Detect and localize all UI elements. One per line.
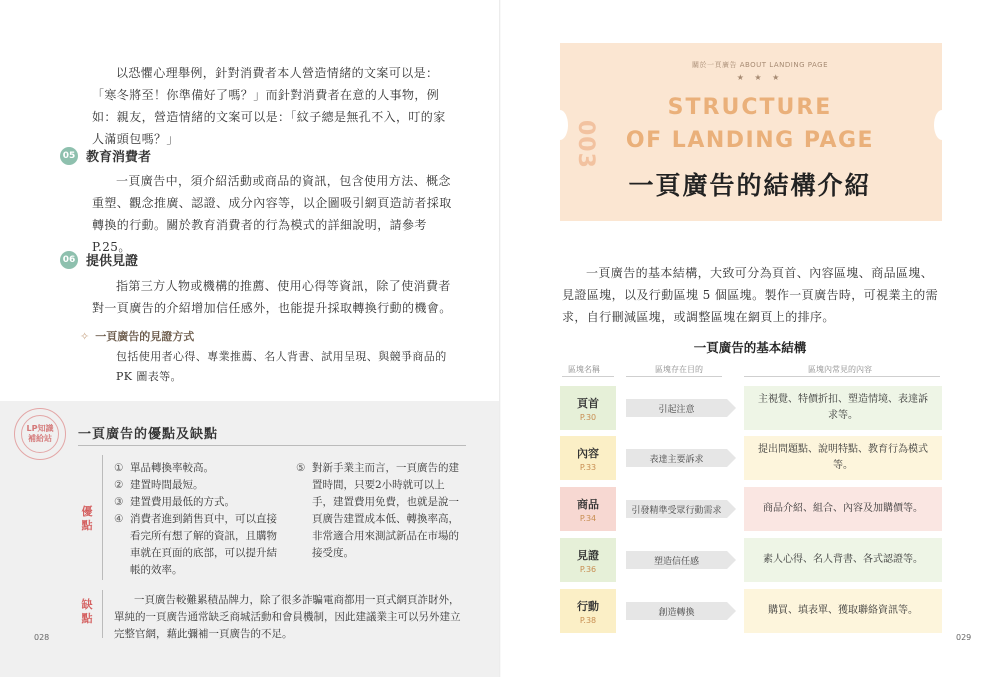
arrow-right-icon bbox=[727, 551, 736, 569]
testimonial-subheading bbox=[80, 328, 194, 344]
testimonial-methods-body: 包括使用者心得、專業推薦、名人背書、試用呈現、與競爭商品的 PK 圖表等。 bbox=[116, 350, 447, 383]
cons-label: 缺點 bbox=[81, 598, 93, 625]
arrow-right-icon bbox=[727, 602, 736, 620]
purpose-text: 創造轉換 bbox=[626, 602, 727, 620]
purpose-arrow bbox=[626, 399, 736, 417]
divider bbox=[744, 376, 940, 377]
divider bbox=[562, 376, 614, 377]
book-gutter bbox=[499, 0, 501, 677]
pros-item-text: 消費者進到銷售頁中，可以直接看完所有想了解的資訊，且購物車就在頁面的底部，可以提升結帳的效率。 bbox=[130, 513, 277, 576]
pros-item-number: ② bbox=[114, 479, 124, 491]
pros-item-number: ④ bbox=[114, 513, 124, 525]
stamp-inner bbox=[21, 415, 59, 453]
section-05-heading bbox=[60, 146, 151, 165]
structure-table-title: 一頁廣告的基本結構 bbox=[693, 340, 807, 355]
stamp-line-2: 補給站 bbox=[28, 434, 52, 443]
purpose-text: 表達主要訴求 bbox=[626, 449, 727, 467]
section-06-body: 指第三方人物或機構的推薦、使用心得等資訊，除了使消費者對一頁廣告的介紹增加信任感外，也能提升採取轉換行動的機會。 bbox=[92, 279, 452, 315]
table-row bbox=[560, 487, 942, 531]
zone-cell bbox=[560, 386, 616, 430]
content-cell: 主視覺、特價折扣、塑造情境、表達訴求等。 bbox=[744, 386, 942, 430]
ticket-notch bbox=[934, 110, 950, 140]
table-row bbox=[560, 538, 942, 582]
column-header: 區塊名稱 bbox=[568, 365, 600, 374]
ticket-stars: ★ ★ ★ bbox=[736, 73, 784, 82]
ticket-notch bbox=[552, 110, 568, 140]
page-number-right: 029 bbox=[956, 633, 972, 642]
pros-item bbox=[296, 460, 464, 562]
arrow-right-icon bbox=[727, 449, 736, 467]
purpose-text: 引發精準受眾行動需求 bbox=[626, 500, 727, 518]
ticket-english-title-2: OF LANDING PAGE bbox=[625, 128, 875, 153]
subheading-text: 一頁廣告的見證方式 bbox=[95, 330, 195, 343]
pros-item-number: ③ bbox=[114, 496, 124, 508]
pros-item bbox=[114, 477, 284, 494]
pros-item bbox=[114, 494, 284, 511]
zone-cell bbox=[560, 589, 616, 633]
content-cell: 購買、填表單、獲取聯絡資訊等。 bbox=[744, 589, 942, 633]
content-cell: 提出問題點、說明特點、教育行為模式等。 bbox=[744, 436, 942, 480]
zone-name: 頁首 bbox=[577, 396, 599, 410]
section-number-badge: 05 bbox=[60, 147, 78, 165]
table-row bbox=[560, 436, 942, 480]
stamp-line-1: LP知識 bbox=[26, 424, 54, 433]
section-number-badge: 06 bbox=[60, 251, 78, 269]
ticket-number: 003 bbox=[573, 120, 598, 169]
zone-cell bbox=[560, 538, 616, 582]
section-title: 教育消費者 bbox=[86, 150, 152, 165]
ticket-english-title-1: STRUCTURE bbox=[667, 95, 833, 120]
pros-item-text: 對新手業主而言，一頁廣告的建置時間，只要2小時就可以上手，建置費用免費，也就是說一頁廣告建置成本低、轉換率高，非常適合用來測試新品在市場的接受度。 bbox=[312, 462, 459, 559]
zone-name: 內容 bbox=[577, 446, 599, 460]
zone-page-ref: P.30 bbox=[579, 412, 597, 422]
divider bbox=[102, 590, 103, 638]
divider bbox=[78, 445, 466, 446]
purpose-arrow bbox=[626, 551, 736, 569]
pros-item-text: 單品轉換率較高。 bbox=[130, 462, 214, 474]
purpose-arrow bbox=[626, 449, 736, 467]
pros-item-text: 建置費用最低的方式。 bbox=[130, 496, 235, 508]
structure-intro-paragraph: 一頁廣告的基本結構，大致可分為頁首、內容區塊、商品區塊、見證區塊，以及行動區塊 5 個區塊。製作一頁廣告時，可視業主的需求，自行刪減區塊，或調整區塊在網頁上的排序。 bbox=[562, 266, 939, 324]
zone-page-ref: P.34 bbox=[579, 513, 597, 523]
purpose-text: 塑造信任感 bbox=[626, 551, 727, 569]
purpose-text: 引起注意 bbox=[626, 399, 727, 417]
zone-name: 見證 bbox=[577, 548, 599, 562]
page-number-left: 028 bbox=[34, 633, 50, 642]
pros-list-column-2 bbox=[296, 460, 464, 562]
pros-item-number: ⑤ bbox=[296, 462, 306, 474]
zone-cell bbox=[560, 487, 616, 531]
pros-item-number: ① bbox=[114, 462, 124, 474]
zone-cell bbox=[560, 436, 616, 480]
intro-paragraph: 以恐懼心理舉例，針對消費者本人營造情緒的文案可以是：「寒冬將至！你準備好了嗎？」而針對消費者在意的人事物，例如：親友，營造情緒的文案可以是：「紋子總是無孔不入，叮的家人滿頭包嗎？」 bbox=[92, 66, 446, 146]
lp-knowledge-stamp bbox=[14, 408, 66, 460]
zone-page-ref: P.38 bbox=[579, 615, 597, 625]
content-cell: 商品介紹、組合、內容及加購價等。 bbox=[744, 487, 942, 531]
column-header: 區塊存在目的 bbox=[655, 365, 703, 374]
zone-name: 商品 bbox=[577, 497, 599, 511]
pros-list-column-1 bbox=[114, 460, 284, 579]
zone-name: 行動 bbox=[577, 599, 599, 613]
sparkle-icon: ✧ bbox=[80, 329, 90, 343]
table-row bbox=[560, 589, 942, 633]
column-header: 區塊內常見的內容 bbox=[808, 365, 872, 374]
divider bbox=[102, 455, 103, 580]
pros-item-text: 建置時間最短。 bbox=[130, 479, 204, 491]
tip-box-title: 一頁廣告的優點及缺點 bbox=[78, 427, 219, 442]
purpose-arrow bbox=[626, 602, 736, 620]
purpose-arrow bbox=[626, 500, 736, 518]
section-05-body: 一頁廣告中，須介紹活動或商品的資訊，包含使用方法、概念重塑、觀念推廣、認證、成分內容等，以企圖吸引網頁造訪者採取轉換的行動。關於教育消費者的行為模式的詳細說明，請參考 P.25。 bbox=[92, 174, 452, 254]
cons-text: 一頁廣告較難累積品牌力，除了很多詐騙電商都用一頁式網頁詐財外，單純的一頁廣告通常缺乏商城活動和會員機制，因此建議業主可以另外建立完整官網，藉此彌補一頁廣告的不足。 bbox=[114, 594, 461, 640]
content-cell: 素人心得、名人背書、各式認證等。 bbox=[744, 538, 942, 582]
arrow-right-icon bbox=[727, 500, 736, 518]
arrow-right-icon bbox=[727, 399, 736, 417]
section-title: 提供見證 bbox=[86, 254, 139, 269]
zone-page-ref: P.36 bbox=[579, 564, 597, 574]
pros-item bbox=[114, 511, 284, 579]
divider bbox=[626, 376, 722, 377]
section-06-heading bbox=[60, 250, 138, 269]
table-row bbox=[560, 386, 942, 430]
zone-page-ref: P.33 bbox=[579, 462, 597, 472]
chapter-title: 一頁廣告的結構介紹 bbox=[628, 171, 872, 200]
pros-label: 優點 bbox=[81, 505, 93, 532]
ticket-tag: 關於一頁廣告 ABOUT LANDING PAGE bbox=[691, 61, 829, 69]
pros-item bbox=[114, 460, 284, 477]
